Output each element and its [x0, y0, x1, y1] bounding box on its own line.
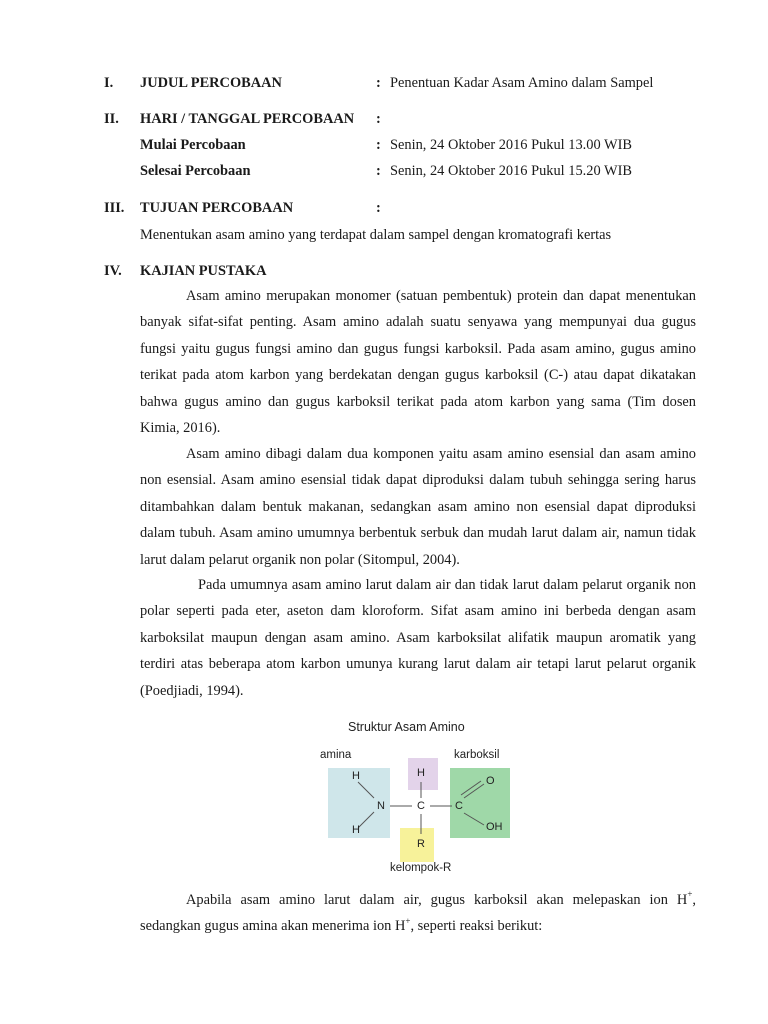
superscript-plus-2: + — [405, 915, 411, 926]
end-label: Selesai Percobaan — [140, 163, 251, 179]
end-value: Senin, 24 Oktober 2016 Pukul 15.20 WIB — [390, 163, 632, 179]
amino-acid-structure-figure — [310, 716, 520, 880]
section-4-title: KAJIAN PUSTAKA — [140, 263, 267, 279]
paragraph-1: Asam amino merupakan monomer (satuan pembentuk) protein dan dapat menentukan banyak sifat-sifat penting. Asam amino adalah suatu senyawa yang mempunyai dua gugus fungsi yaitu gugus fungsi amino dan gugus fungsi karboksil. Pada asam amino, gugus amino terikat pada atom karbon yang berdekatan dengan gugus karboksil (C-) atau dapat dikatakan bahwa gugus amino dan gugus karboksil terikat pada atom karbon yang sama (Tim dosen Kimia, 2016). — [140, 288, 696, 437]
paragraph-4-part-1: Apabila asam amino larut dalam air, gugus karboksil akan melepaskan ion H — [186, 892, 688, 908]
paragraph-3: Pada umumnya asam amino larut dalam air dan tidak larut dalam pelarut organik non polar seperti pada eter, aseton dam kloroform. Sifat asam amino ini berbeda dengan asam karboksilat maupun dengan asam amino. Asam karboksilat alifatik maupun aromatik yang terdiri atas beberapa atom karbon umunya kurang larut dalam air tetapi larut pelarut organik (Poedjiadi, 1994). — [140, 577, 696, 699]
atom-h-amina-top: H — [352, 770, 360, 782]
atom-r: R — [417, 838, 425, 850]
section-4-number: IV. — [104, 263, 122, 279]
section-3-title: TUJUAN PERCOBAAN — [140, 200, 294, 216]
section-2-colon: : — [376, 111, 381, 127]
figure-label-karboksil: karboksil — [454, 749, 500, 761]
atom-o: O — [486, 775, 495, 787]
end-colon: : — [376, 163, 381, 179]
atom-c-carboxyl: C — [455, 800, 463, 812]
start-colon: : — [376, 137, 381, 153]
superscript-plus-1: + — [687, 889, 693, 900]
paragraph-4-part-2: , sedangkan gugus amina akan menerima ion H — [140, 892, 696, 935]
atom-n: N — [377, 800, 385, 812]
figure-label-r: kelompok-R — [390, 862, 452, 874]
atom-oh: OH — [486, 821, 503, 833]
atom-h-top: H — [417, 767, 425, 779]
section-1-value: Penentuan Kadar Asam Amino dalam Sampel — [390, 75, 654, 91]
figure-title: Struktur Asam Amino — [348, 720, 465, 734]
section-3-number: III. — [104, 200, 125, 216]
start-label: Mulai Percobaan — [140, 137, 246, 153]
section-1-number: I. — [104, 75, 114, 91]
paragraph-4-part-3: , seperti reaksi berikut: — [410, 918, 543, 935]
atom-c-alpha: C — [417, 800, 425, 812]
section-3-text: Menentukan asam amino yang terdapat dalam sampel dengan kromatografi kertas — [140, 227, 612, 243]
section-2-title: HARI / TANGGAL PERCOBAAN — [140, 111, 355, 127]
section-3-colon: : — [376, 200, 381, 216]
paragraph-2: Asam amino dibagi dalam dua komponen yaitu asam amino esensial dan asam amino non esensial. Asam amino esensial tidak dapat diproduksi dalam tubuh sehingga sering harus ditambahkan dalam bentuk makanan, sedangkan asam amino non esensial dapat diproduksi dalam tubuh. Asam amino umumnya berbentuk serbuk dan mudah larut dalam air, namun tidak larut dalam pelarut organik non polar (Sitompul, 2004). — [140, 446, 696, 568]
paragraph-4 — [140, 887, 696, 940]
section-2-number: II. — [104, 111, 119, 127]
bond-lines — [310, 716, 520, 880]
atom-h-amina-bottom: H — [352, 824, 360, 836]
section-1-title: JUDUL PERCOBAAN — [140, 75, 282, 91]
start-value: Senin, 24 Oktober 2016 Pukul 13.00 WIB — [390, 137, 632, 153]
section-1-colon: : — [376, 75, 381, 91]
figure-label-amina: amina — [320, 749, 352, 761]
